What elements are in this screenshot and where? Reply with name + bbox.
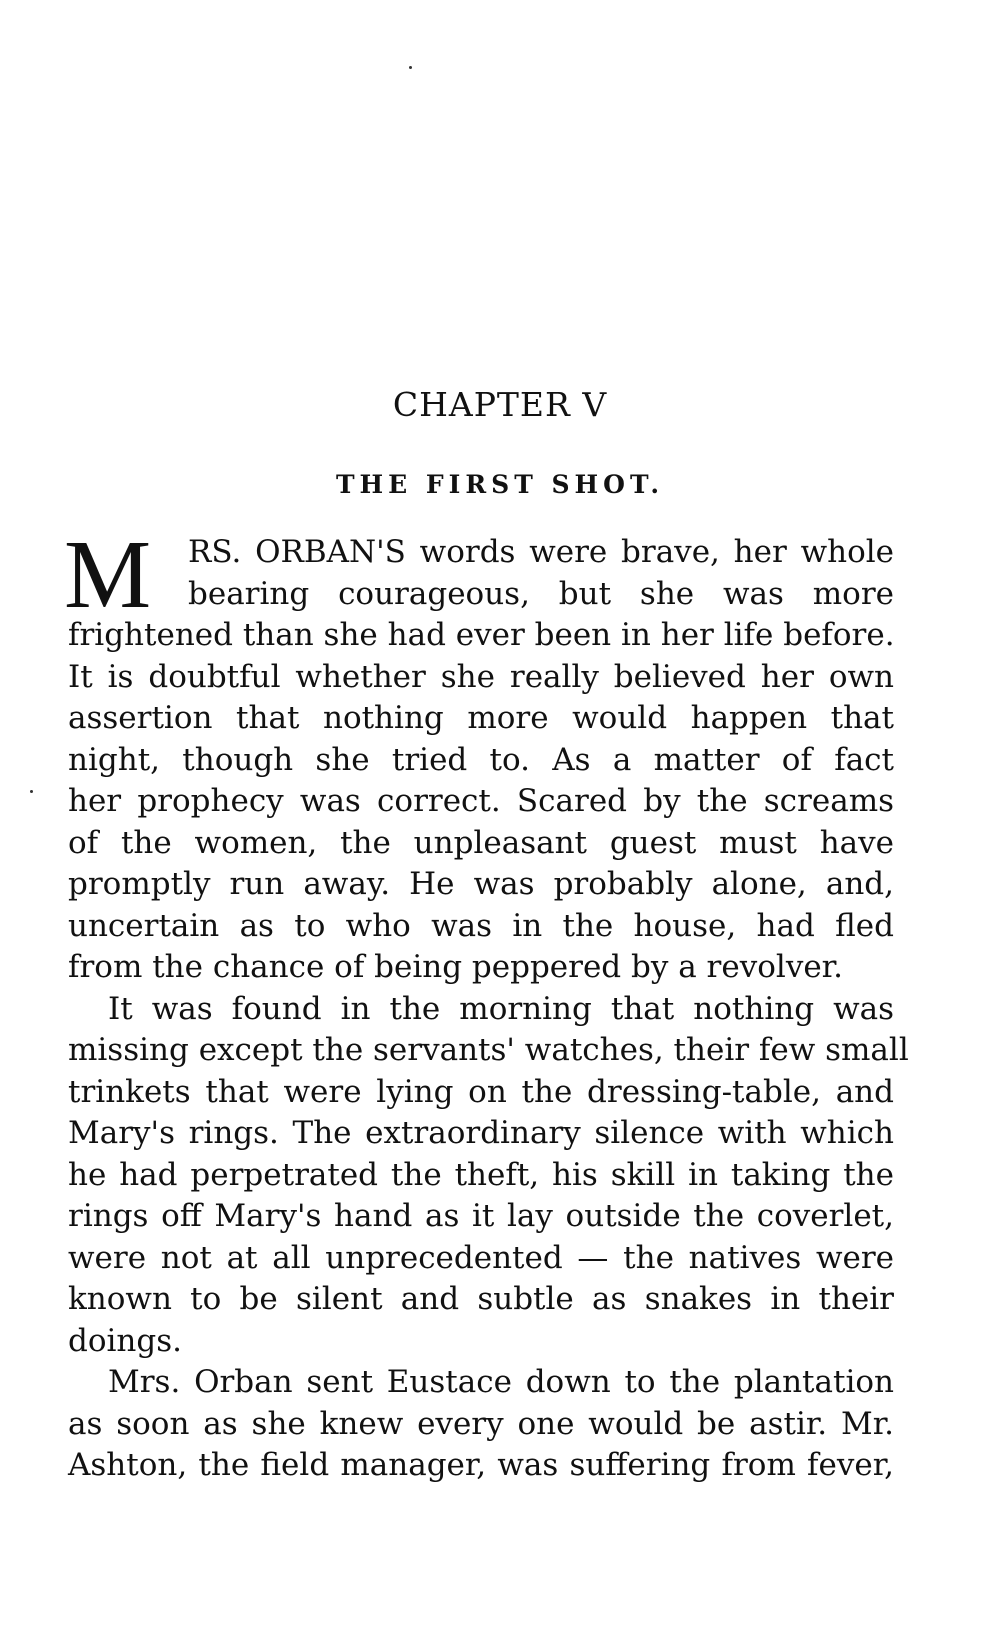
text-line: rings off Mary's hand as it lay outside the coverlet, <box>68 1198 894 1234</box>
text-line: as soon as she knew every one would be astir. Mr. <box>68 1405 894 1442</box>
drop-cap: M <box>64 521 152 629</box>
text-line: he had perpetrated the theft, his skill in taking the <box>68 1156 894 1193</box>
text-line: Ashton, the field manager, was suffering from fever, <box>68 1447 894 1483</box>
text-line: were not at all unprecedented — the natives were <box>68 1239 894 1276</box>
text-line: promptly run away. He was probably alone, and, <box>68 866 894 902</box>
text-line: bearing courageous, but she was more <box>188 575 894 612</box>
paragraph <box>64 521 895 989</box>
text-line: Mary's rings. The extraordinary silence with which <box>68 1115 894 1151</box>
text-line: her prophecy was correct. Scared by the screams <box>68 783 894 819</box>
text-line: assertion that nothing more would happen that <box>68 700 894 736</box>
text-line: Mrs. Orban sent Eustace down to the plantation <box>108 1364 894 1400</box>
text-line: from the chance of being peppered by a revolver. <box>68 949 843 985</box>
text-line: frightened than she had ever been in her life before. <box>68 617 895 653</box>
text-line: RS. ORBAN'S words were brave, her whole <box>188 534 894 570</box>
text-line: missing except the servants' watches, their few small <box>68 1032 909 1068</box>
text-line: doings. <box>68 1322 182 1359</box>
text-line: It is doubtful whether she really believed her own <box>68 658 894 695</box>
text-line: of the women, the unpleasant guest must have <box>68 824 894 861</box>
chapter-body <box>64 521 909 1487</box>
text-line: It was found in the morning that nothing was <box>108 990 894 1027</box>
text-line: uncertain as to who was in the house, had fled <box>68 907 894 944</box>
print-speck <box>30 790 33 793</box>
text-line: known to be silent and subtle as snakes in their <box>68 1281 894 1317</box>
paragraph <box>68 1362 894 1487</box>
chapter-title: THE FIRST SHOT. <box>335 470 665 499</box>
print-speck <box>409 66 412 69</box>
paragraph <box>68 989 909 1363</box>
text-line: night, though she tried to. As a matter of fact <box>68 741 894 778</box>
text-line: trinkets that were lying on the dressing-table, and <box>68 1073 894 1110</box>
chapter-heading: CHAPTER V <box>392 385 608 424</box>
